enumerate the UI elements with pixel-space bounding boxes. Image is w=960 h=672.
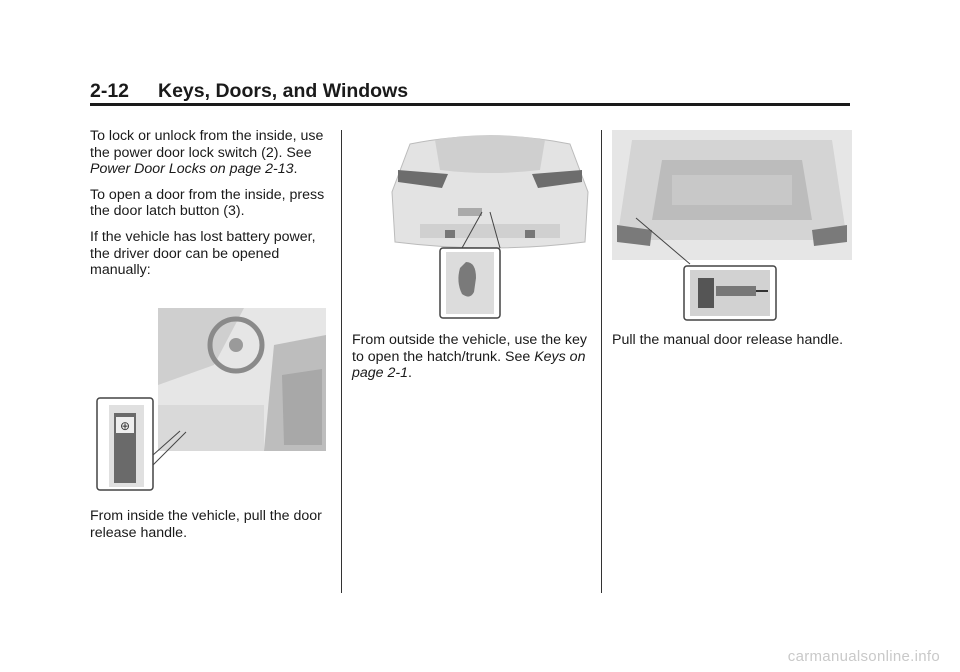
manual-release-handle bbox=[716, 286, 756, 296]
key-icon bbox=[458, 262, 476, 297]
column-divider-2 bbox=[601, 130, 602, 593]
hatch-release-illustration bbox=[612, 130, 852, 322]
paragraph-pull-handle: From inside the vehicle, pull the door release handle. bbox=[90, 508, 322, 541]
page-title: Keys, Doors, and Windows bbox=[158, 80, 409, 102]
lock-symbol-icon: ⊕ bbox=[119, 419, 131, 433]
paragraph-battery-power: If the vehicle has lost battery power, the driver door can be opened manually: bbox=[90, 228, 316, 279]
paragraph-lock-switch: To lock or unlock from the inside, use the power door lock switch (2). See Power Door Locks on page 2-13. bbox=[90, 128, 324, 178]
column-2 bbox=[352, 332, 597, 391]
page-number: 2-12 bbox=[90, 80, 130, 102]
paragraph-manual-release: Pull the manual door release handle. bbox=[612, 332, 844, 348]
cargo-cover bbox=[672, 175, 792, 205]
rear-bumper bbox=[420, 224, 560, 238]
column-divider-1 bbox=[341, 130, 342, 593]
paragraph-latch-button: To open a door from the inside, press the door latch button (3). bbox=[90, 186, 325, 220]
column-3 bbox=[612, 332, 852, 358]
exhaust-right bbox=[525, 230, 535, 238]
paragraph-outside-key: From outside the vehicle, use the key to open the hatch/trunk. See Keys on page 2-1. bbox=[352, 332, 588, 382]
column-1-top bbox=[90, 128, 335, 288]
steering-hub bbox=[229, 338, 243, 352]
rear-window bbox=[435, 135, 545, 173]
seat-cushion bbox=[282, 369, 322, 445]
exhaust-left bbox=[445, 230, 455, 238]
interior-door-release-illustration bbox=[94, 305, 329, 495]
license-plate-area bbox=[458, 208, 482, 216]
footer-watermark: carmanualsonline.info bbox=[787, 648, 940, 665]
column-1-bottom bbox=[90, 508, 335, 550]
rear-vehicle-key-illustration bbox=[390, 132, 590, 320]
header-rule bbox=[90, 103, 850, 106]
link-power-door-locks[interactable]: Power Door Locks on page 2-13 bbox=[90, 161, 294, 178]
link-keys[interactable]: Keys on page 2-1 bbox=[352, 348, 586, 382]
release-bracket bbox=[698, 278, 714, 308]
